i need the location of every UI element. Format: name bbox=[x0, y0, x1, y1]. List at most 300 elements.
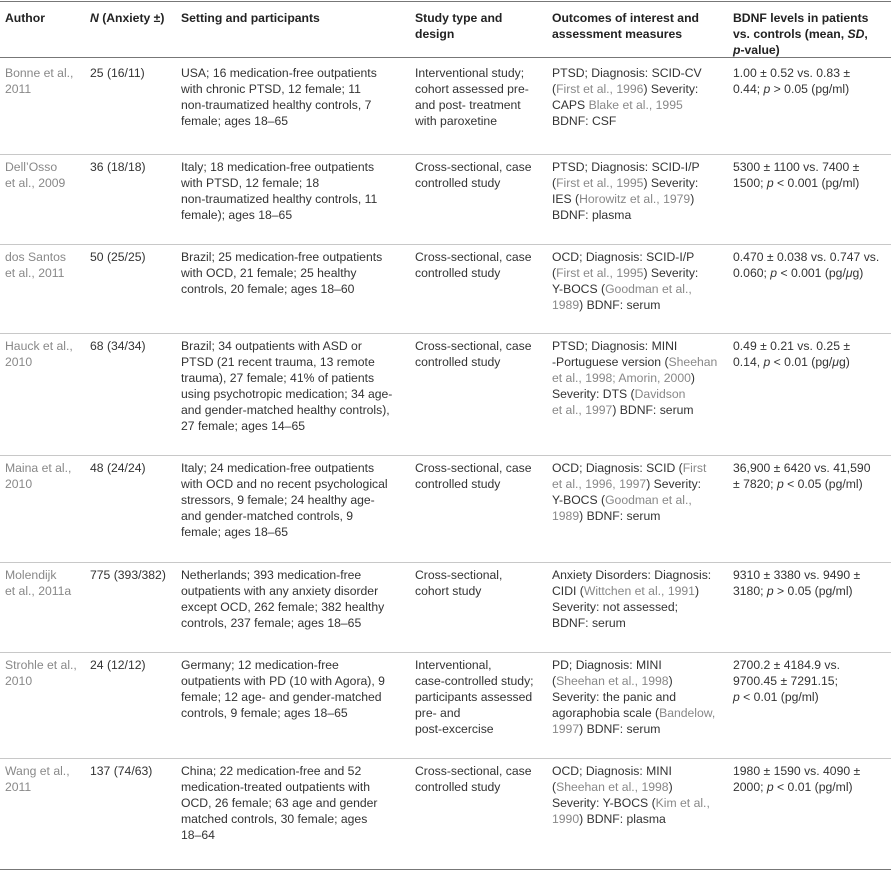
study-type-cell bbox=[415, 763, 532, 795]
study-type-cell bbox=[415, 159, 532, 191]
table-top-rule bbox=[0, 1, 891, 2]
setting-line: female; ages 18–65 bbox=[181, 114, 289, 128]
header-author: Author bbox=[5, 11, 45, 25]
n-cell: 50 (25/25) bbox=[90, 250, 146, 264]
bdnf-text: 5300 ± 1100 vs. 7400 ± bbox=[733, 160, 860, 174]
setting-cell bbox=[181, 249, 382, 297]
header-outcomes-line-1: Outcomes of interest and bbox=[552, 11, 699, 25]
citation-ref: 1989 bbox=[552, 298, 580, 312]
header-setting: Setting and participants bbox=[181, 11, 320, 25]
header-bdnf-line-1: BDNF levels in patients bbox=[733, 11, 869, 25]
bdnf-text: 3180; bbox=[733, 584, 767, 598]
outcomes-line bbox=[552, 476, 706, 492]
outcomes-text: CAPS bbox=[552, 98, 589, 112]
outcomes-line bbox=[552, 386, 717, 402]
study-type-line: controlled study bbox=[415, 176, 501, 190]
outcomes-text: ) BDNF: plasma bbox=[579, 812, 666, 826]
outcomes-text: ) bbox=[668, 674, 673, 688]
study-type-line: Cross-sectional, case bbox=[415, 461, 532, 475]
author-line: Wang et al., bbox=[5, 764, 70, 778]
bdnf-line bbox=[733, 460, 870, 476]
setting-line: and gender-matched controls, 9 bbox=[181, 509, 354, 523]
setting-cell bbox=[181, 763, 377, 843]
outcomes-line bbox=[552, 297, 698, 313]
italic-symbol: p bbox=[766, 780, 774, 794]
citation-ref: 1989 bbox=[552, 509, 580, 523]
outcomes-line bbox=[552, 779, 710, 795]
citation-ref: 1997 bbox=[552, 722, 580, 736]
header-n-rest: (Anxiety ±) bbox=[98, 11, 165, 25]
bdnf-text: 0.060; bbox=[733, 266, 771, 280]
study-type-line: controlled study bbox=[415, 266, 501, 280]
outcomes-text: ) Severity: bbox=[643, 266, 699, 280]
setting-line: Germany; 12 medication-free bbox=[181, 658, 339, 672]
bdnf-line bbox=[733, 567, 860, 583]
row-divider bbox=[0, 154, 891, 155]
header-bdnf bbox=[733, 10, 868, 58]
outcomes-line bbox=[552, 370, 717, 386]
outcomes-text: PD; Diagnosis: MINI bbox=[552, 658, 662, 672]
author-cell bbox=[5, 657, 77, 689]
setting-cell bbox=[181, 159, 377, 223]
outcomes-text: ( bbox=[552, 176, 557, 190]
setting-cell bbox=[181, 460, 388, 540]
setting-line: with chronic PTSD, 12 female; 11 bbox=[181, 82, 361, 96]
outcomes-line bbox=[552, 175, 700, 191]
bdnf-text: 0.14, bbox=[733, 355, 764, 369]
setting-line: medication-treated outpatients with bbox=[181, 780, 371, 794]
bdnf-text: 0.470 ± 0.038 vs. 0.747 vs. bbox=[733, 250, 880, 264]
study-type-cell bbox=[415, 249, 532, 281]
outcomes-cell bbox=[552, 338, 717, 418]
setting-line: with OCD, 21 female; 25 healthy bbox=[181, 266, 357, 280]
setting-line: stressors, 9 female; 24 healthy age- bbox=[181, 493, 375, 507]
citation-ref: Sheehan bbox=[668, 355, 718, 369]
setting-line: non-traumatized healthy controls, 7 bbox=[181, 98, 372, 112]
header-n bbox=[90, 10, 164, 26]
bdnf-line bbox=[733, 476, 870, 492]
outcomes-line bbox=[552, 492, 706, 508]
header-bdnf-line-2 bbox=[733, 26, 868, 42]
bdnf-text: < 0.01 (pg/ml) bbox=[739, 690, 819, 704]
outcomes-cell bbox=[552, 657, 715, 737]
author-cell bbox=[5, 338, 73, 370]
bdnf-text: < 0.01 (pg/ bbox=[770, 355, 833, 369]
study-type-line: case-controlled study; bbox=[415, 674, 534, 688]
citation-ref: First bbox=[682, 461, 707, 475]
citation-ref: Blake et al., 1995 bbox=[588, 98, 683, 112]
bdnf-line bbox=[733, 81, 850, 97]
row-divider bbox=[0, 244, 891, 245]
study-type-line: pre- and bbox=[415, 706, 461, 720]
study-type-cell bbox=[415, 657, 534, 737]
outcomes-line bbox=[552, 508, 706, 524]
outcomes-text: ) BDNF: serum bbox=[579, 722, 661, 736]
italic-symbol: p bbox=[766, 584, 774, 598]
bdnf-line bbox=[733, 65, 850, 81]
bdnf-line bbox=[733, 583, 860, 599]
citation-ref: Horowitz et al., 1979 bbox=[579, 192, 691, 206]
citation-ref: Goodman et al., bbox=[605, 282, 692, 296]
outcomes-text: Severity: DTS ( bbox=[552, 387, 635, 401]
bdnf-text: g) bbox=[838, 355, 850, 369]
outcomes-line bbox=[552, 281, 698, 297]
bdnf-line bbox=[733, 175, 859, 191]
bdnf-cell bbox=[733, 338, 850, 370]
bdnf-line bbox=[733, 338, 850, 354]
outcomes-line bbox=[552, 615, 711, 631]
bdnf-text: < 0.001 (pg/ bbox=[777, 266, 846, 280]
author-line: 2011 bbox=[5, 780, 32, 794]
setting-line: using psychotropic medication; 34 age- bbox=[181, 387, 393, 401]
setting-line: Netherlands; 393 medication-free bbox=[181, 568, 362, 582]
bdnf-cell bbox=[733, 159, 859, 191]
bdnf-text: 36,900 ± 6420 vs. 41,590 bbox=[733, 461, 871, 475]
outcomes-line bbox=[552, 159, 700, 175]
citation-ref: Goodman et al., bbox=[605, 493, 692, 507]
outcomes-line bbox=[552, 763, 710, 779]
header-outcomes-line-2: assessment measures bbox=[552, 27, 683, 41]
n-cell: 25 (16/11) bbox=[90, 66, 145, 80]
outcomes-text: ( bbox=[552, 674, 557, 688]
setting-cell bbox=[181, 567, 384, 631]
outcomes-cell bbox=[552, 460, 706, 524]
author-line: Hauck et al., bbox=[5, 339, 73, 353]
bdnf-cell bbox=[733, 567, 860, 599]
author-line: et al., 2011a bbox=[5, 584, 72, 598]
bdnf-line bbox=[733, 689, 840, 705]
setting-line: outpatients with PD (10 with Agora), 9 bbox=[181, 674, 385, 688]
bdnf-line bbox=[733, 249, 879, 265]
study-type-line: cohort assessed pre- bbox=[415, 82, 529, 96]
citation-ref: First et al., 1995 bbox=[556, 176, 644, 190]
italic-symbol: p bbox=[770, 266, 778, 280]
setting-line: with PTSD, 12 female; 18 bbox=[181, 176, 320, 190]
bdnf-text: 1980 ± 1590 vs. 4090 ± bbox=[733, 764, 861, 778]
outcomes-text: OCD; Diagnosis: MINI bbox=[552, 764, 672, 778]
author-cell bbox=[5, 460, 71, 492]
outcomes-line bbox=[552, 354, 717, 370]
author-cell bbox=[5, 159, 65, 191]
study-type-cell bbox=[415, 460, 532, 492]
citation-ref: Wittchen et al., 1991 bbox=[583, 584, 695, 598]
citation-ref: Bandelow, bbox=[659, 706, 716, 720]
author-line: Dell’Osso bbox=[5, 160, 58, 174]
setting-line: female); ages 18–65 bbox=[181, 208, 293, 222]
setting-line: with OCD and no recent psychological bbox=[181, 477, 388, 491]
setting-line: Italy; 24 medication-free outpatients bbox=[181, 461, 375, 475]
outcomes-cell bbox=[552, 159, 700, 223]
outcomes-text: Severity: Y-BOCS ( bbox=[552, 796, 656, 810]
outcomes-text: ) Severity: bbox=[643, 176, 699, 190]
bdnf-line bbox=[733, 673, 840, 689]
setting-line: PTSD (21 recent trauma, 13 remote bbox=[181, 355, 375, 369]
bdnf-line bbox=[733, 159, 859, 175]
outcomes-text: BDNF: plasma bbox=[552, 208, 632, 222]
citation-ref: Sheehan et al., 1998 bbox=[556, 674, 669, 688]
bdnf-text: > 0.05 (pg/ml) bbox=[773, 584, 853, 598]
citation-ref: First et al., 1995 bbox=[556, 266, 644, 280]
row-divider bbox=[0, 562, 891, 563]
citation-ref: Kim et al., bbox=[655, 796, 710, 810]
bdnf-text: ± 7820; bbox=[733, 477, 777, 491]
header-outcomes bbox=[552, 10, 699, 42]
n-cell: 137 (74/63) bbox=[90, 764, 153, 778]
outcomes-line bbox=[552, 65, 702, 81]
bdnf-text: 0.49 ± 0.21 vs. 0.25 ± bbox=[733, 339, 851, 353]
outcomes-line bbox=[552, 460, 706, 476]
outcomes-line bbox=[552, 705, 715, 721]
setting-line: matched controls, 30 female; ages bbox=[181, 812, 368, 826]
outcomes-line bbox=[552, 338, 717, 354]
n-cell: 68 (34/34) bbox=[90, 339, 146, 353]
header-n-italic: N bbox=[90, 11, 99, 25]
n-cell: 36 (18/18) bbox=[90, 160, 146, 174]
study-type-line: controlled study bbox=[415, 355, 501, 369]
bdnf-text: 2700.2 ± 4184.9 vs. bbox=[733, 658, 840, 672]
setting-line: controls, 9 female; ages 18–65 bbox=[181, 706, 348, 720]
n-cell: 775 (393/382) bbox=[90, 568, 166, 582]
bdnf-text: < 0.001 (pg/ml) bbox=[773, 176, 860, 190]
bdnf-text: < 0.05 (pg/ml) bbox=[783, 477, 863, 491]
citation-ref: Davidson bbox=[634, 387, 686, 401]
italic-symbol: μ bbox=[832, 355, 839, 369]
setting-line: and gender-matched healthy controls), bbox=[181, 403, 390, 417]
outcomes-text: CIDI ( bbox=[552, 584, 584, 598]
bdnf-cell bbox=[733, 657, 840, 705]
outcomes-line bbox=[552, 673, 715, 689]
study-type-line: controlled study bbox=[415, 477, 501, 491]
outcomes-text: OCD; Diagnosis: SCID ( bbox=[552, 461, 683, 475]
row-divider bbox=[0, 869, 891, 870]
citation-ref: Sheehan et al., 1998 bbox=[556, 780, 669, 794]
setting-line: China; 22 medication-free and 52 bbox=[181, 764, 362, 778]
author-line: Maina et al., bbox=[5, 461, 72, 475]
study-type-line: cohort study bbox=[415, 584, 482, 598]
study-type-line: Interventional, bbox=[415, 658, 492, 672]
citation-ref: First et al., 1996 bbox=[556, 82, 644, 96]
header-bdnf-line-3 bbox=[733, 42, 868, 58]
setting-line: Brazil; 25 medication-free outpatients bbox=[181, 250, 383, 264]
author-cell bbox=[5, 65, 73, 97]
outcomes-line bbox=[552, 113, 702, 129]
author-line: Strohle et al., bbox=[5, 658, 77, 672]
outcomes-text: ) BDNF: serum bbox=[612, 403, 694, 417]
outcomes-text: BDNF: CSF bbox=[552, 114, 617, 128]
bdnf-text: < 0.01 (pg/ml) bbox=[773, 780, 853, 794]
outcomes-line bbox=[552, 721, 715, 737]
author-cell bbox=[5, 763, 70, 795]
italic-symbol: p bbox=[763, 82, 771, 96]
bdnf-text: 1500; bbox=[733, 176, 767, 190]
bdnf-text: 0.44; bbox=[733, 82, 764, 96]
bdnf-line bbox=[733, 657, 840, 673]
outcomes-line bbox=[552, 191, 700, 207]
setting-cell bbox=[181, 338, 392, 434]
citation-ref: et al., 1997 bbox=[552, 403, 613, 417]
author-line: 2010 bbox=[5, 355, 33, 369]
outcomes-text: ) BDNF: serum bbox=[579, 509, 661, 523]
outcomes-line bbox=[552, 657, 715, 673]
study-type-line: Interventional study; bbox=[415, 66, 525, 80]
outcomes-line bbox=[552, 567, 711, 583]
study-type-line: controlled study bbox=[415, 780, 501, 794]
outcomes-line bbox=[552, 249, 698, 265]
header-bdnf-sd: SD bbox=[847, 27, 865, 41]
outcomes-line bbox=[552, 207, 700, 223]
study-type-cell bbox=[415, 65, 529, 129]
setting-line: except OCD, 262 female; 382 healthy bbox=[181, 600, 385, 614]
outcomes-text: Severity: the panic and bbox=[552, 690, 676, 704]
author-line: et al., 2011 bbox=[5, 266, 65, 280]
citation-ref: 1990 bbox=[552, 812, 580, 826]
outcomes-line bbox=[552, 265, 698, 281]
row-divider bbox=[0, 758, 891, 759]
setting-line: Brazil; 34 outpatients with ASD or bbox=[181, 339, 362, 353]
outcomes-text: ( bbox=[552, 266, 557, 280]
italic-symbol: p bbox=[776, 477, 784, 491]
setting-cell bbox=[181, 657, 385, 721]
italic-symbol: p bbox=[766, 176, 774, 190]
bdnf-line bbox=[733, 779, 860, 795]
outcomes-text: Y-BOCS ( bbox=[552, 493, 606, 507]
outcomes-cell bbox=[552, 249, 698, 313]
outcomes-text: ) Severity: bbox=[646, 477, 702, 491]
bdnf-cell bbox=[733, 249, 879, 281]
setting-line: outpatients with any anxiety disorder bbox=[181, 584, 379, 598]
author-line: 2011 bbox=[5, 82, 32, 96]
bdnf-cell bbox=[733, 763, 860, 795]
bdnf-text: 9700.45 ± 7291.15; bbox=[733, 674, 838, 688]
setting-line: female; ages 18–65 bbox=[181, 525, 289, 539]
author-cell bbox=[5, 567, 71, 599]
outcomes-text: ( bbox=[552, 780, 557, 794]
outcomes-text: -Portuguese version ( bbox=[552, 355, 669, 369]
bdnf-cell bbox=[733, 65, 850, 97]
header-bdnf-value: -value) bbox=[740, 43, 780, 57]
bdnf-text: > 0.05 (pg/ml) bbox=[770, 82, 850, 96]
outcomes-text: BDNF: serum bbox=[552, 616, 626, 630]
author-line: Bonne et al., bbox=[5, 66, 74, 80]
outcomes-cell bbox=[552, 567, 711, 631]
bdnf-text: 2000; bbox=[733, 780, 767, 794]
bdnf-text: 1.00 ± 0.52 vs. 0.83 ± bbox=[733, 66, 851, 80]
citation-ref: et al., 1998; Amorin, 2000 bbox=[552, 371, 691, 385]
setting-line: controls, 237 female; ages 18–65 bbox=[181, 616, 362, 630]
outcomes-text: ( bbox=[552, 82, 557, 96]
setting-line: OCD, 26 female; 63 age and gender bbox=[181, 796, 378, 810]
bdnf-line bbox=[733, 265, 879, 281]
italic-symbol: p bbox=[763, 355, 771, 369]
setting-cell bbox=[181, 65, 377, 129]
author-line: et al., 2009 bbox=[5, 176, 66, 190]
setting-line: controls, 20 female; ages 18–60 bbox=[181, 282, 355, 296]
author-line: 2010 bbox=[5, 674, 33, 688]
header-study-line-2: design bbox=[415, 27, 455, 41]
outcomes-line bbox=[552, 81, 702, 97]
outcomes-text: ) Severity: bbox=[643, 82, 699, 96]
setting-line: female; 12 age- and gender-matched bbox=[181, 690, 382, 704]
study-type-line: Cross-sectional, case bbox=[415, 764, 532, 778]
bdnf-line bbox=[733, 354, 850, 370]
author-cell bbox=[5, 249, 66, 281]
study-type-line: post-excercise bbox=[415, 722, 494, 736]
row-divider bbox=[0, 652, 891, 653]
outcomes-cell bbox=[552, 65, 702, 129]
outcomes-cell bbox=[552, 763, 710, 827]
setting-line: USA; 16 medication-free outpatients bbox=[181, 66, 377, 80]
row-divider bbox=[0, 333, 891, 334]
outcomes-text: IES ( bbox=[552, 192, 580, 206]
n-cell: 48 (24/24) bbox=[90, 461, 146, 475]
outcomes-text: OCD; Diagnosis: SCID-I/P bbox=[552, 250, 695, 264]
study-type-line: participants assessed bbox=[415, 690, 533, 704]
outcomes-line bbox=[552, 583, 711, 599]
outcomes-text: Anxiety Disorders: Diagnosis: bbox=[552, 568, 712, 582]
header-study-line-1: Study type and bbox=[415, 11, 503, 25]
outcomes-text: Severity: not assessed; bbox=[552, 600, 678, 614]
outcomes-text: ) bbox=[694, 584, 699, 598]
header-bdnf-p: p bbox=[733, 43, 741, 57]
outcomes-text: PTSD; Diagnosis: SCID-CV bbox=[552, 66, 702, 80]
study-type-line: and post- treatment bbox=[415, 98, 521, 112]
study-type-line: Cross-sectional, case bbox=[415, 160, 532, 174]
bdnf-cell bbox=[733, 460, 870, 492]
outcomes-line bbox=[552, 795, 710, 811]
study-type-line: Cross-sectional, bbox=[415, 568, 503, 582]
setting-line: 27 female; ages 14–65 bbox=[181, 419, 305, 433]
header-bdnf-comma: , bbox=[864, 27, 868, 41]
setting-line: Italy; 18 medication-free outpatients bbox=[181, 160, 375, 174]
outcomes-text: PTSD; Diagnosis: SCID-I/P bbox=[552, 160, 700, 174]
outcomes-text: ) BDNF: serum bbox=[579, 298, 661, 312]
row-divider bbox=[0, 455, 891, 456]
bdnf-line bbox=[733, 763, 860, 779]
study-type-line: Cross-sectional, case bbox=[415, 339, 532, 353]
setting-line: trauma), 27 female; 41% of patients bbox=[181, 371, 375, 385]
outcomes-line bbox=[552, 97, 702, 113]
outcomes-text: ) bbox=[690, 371, 695, 385]
study-type-line: Cross-sectional, case bbox=[415, 250, 532, 264]
setting-line: 18–64 bbox=[181, 828, 215, 842]
italic-symbol: p bbox=[733, 690, 740, 704]
author-line: dos Santos bbox=[5, 250, 66, 264]
outcomes-line bbox=[552, 811, 710, 827]
header-bdnf-mean: vs. controls (mean, bbox=[733, 27, 848, 41]
citation-ref: et al., 1996, 1997 bbox=[552, 477, 647, 491]
outcomes-line bbox=[552, 689, 715, 705]
outcomes-text: PTSD; Diagnosis: MINI bbox=[552, 339, 678, 353]
header-study-type bbox=[415, 10, 502, 42]
outcomes-line bbox=[552, 599, 711, 615]
italic-symbol: μ bbox=[845, 266, 853, 280]
bdnf-text: g) bbox=[852, 266, 864, 280]
outcomes-text: agoraphobia scale ( bbox=[552, 706, 660, 720]
author-line: 2010 bbox=[5, 477, 33, 491]
bdnf-text: 9310 ± 3380 vs. 9490 ± bbox=[733, 568, 861, 582]
outcomes-text: ) bbox=[690, 192, 695, 206]
outcomes-text: Y-BOCS ( bbox=[552, 282, 606, 296]
outcomes-line bbox=[552, 402, 717, 418]
author-line: Molendijk bbox=[5, 568, 57, 582]
header-bottom-rule bbox=[0, 57, 891, 58]
study-type-cell bbox=[415, 567, 502, 599]
setting-line: non-traumatized healthy controls, 11 bbox=[181, 192, 378, 206]
study-type-cell bbox=[415, 338, 532, 370]
outcomes-text: ) bbox=[668, 780, 673, 794]
study-type-line: with paroxetine bbox=[415, 114, 497, 128]
n-cell: 24 (12/12) bbox=[90, 658, 146, 672]
